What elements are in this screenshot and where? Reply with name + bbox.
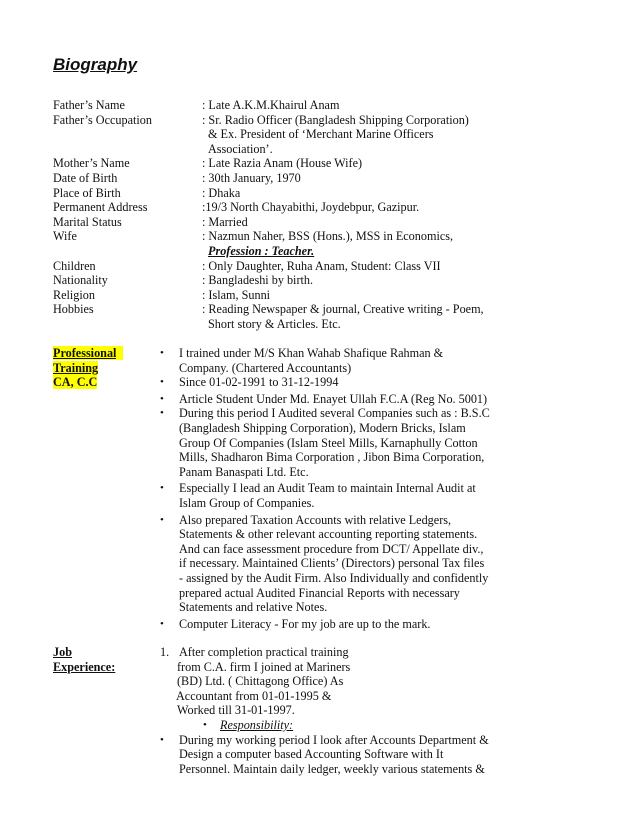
list-item-line: After completion practical training (179, 645, 349, 659)
list-item-line: Also prepared Taxation Accounts with relative Ledgers, (179, 512, 452, 527)
list-item-line: from C.A. firm I joined at Mariners (177, 659, 351, 674)
list-item-line: Panam Banaspati Ltd. Etc. (179, 464, 309, 479)
biography-section (53, 98, 613, 332)
label-training: Training (53, 360, 99, 375)
bio-row-nationality (53, 273, 613, 288)
list-item (160, 645, 520, 660)
bio-label: Father’s Name (53, 98, 125, 112)
bio-value: : 30th January, 1970 (202, 170, 301, 185)
bio-row-permanent-address (53, 200, 613, 215)
list-number: 1. (160, 645, 170, 659)
bio-label: Wife (53, 229, 77, 244)
bio-value: : Sr. Radio Officer (Bangladesh Shipping Corporation) (202, 112, 469, 127)
list-item-line: if necessary. Maintained Clients’ (Directors) personal Tax files (179, 556, 485, 571)
list-item-line: Since 01-02-1991 to 31-12-1994 (179, 375, 339, 390)
bullet-icon: • (160, 376, 164, 389)
list-item-line: Worked till 31-01-1997. (177, 703, 295, 718)
bio-value-continued: Association’. (208, 141, 273, 156)
bio-value: : Islam, Sunni (202, 287, 271, 302)
bullet-icon: • (203, 718, 207, 731)
list-item-line: I trained under M/S Khan Wahab Shafique Rahman & (179, 346, 444, 360)
list-item (160, 617, 520, 632)
bullet-icon: • (160, 482, 164, 495)
bio-value: : Married (202, 214, 248, 229)
wife-profession: Profession : Teacher. (208, 243, 315, 258)
bio-value-continued: Short story & Articles. Etc. (208, 316, 341, 331)
list-item-line: Accountant from 01-01-1995 & (176, 688, 332, 703)
bio-value: : Late Razia Anam (House Wife) (202, 156, 363, 171)
responsibility-item (160, 718, 520, 733)
list-item-line: (BD) Ltd. ( Chittagong Office) As (177, 674, 344, 689)
bio-row-children (53, 259, 613, 274)
label-professional: Professional (53, 346, 117, 360)
professional-bullet-list (160, 346, 520, 631)
list-item (160, 375, 520, 390)
bio-value: : Late A.K.M.Khairul Anam (202, 98, 340, 112)
list-item-line: And can face assessment procedure from DCT/ Appellate div., (179, 541, 484, 556)
list-item-line: During this period I Audited several Companies such as : B.S.C (179, 406, 490, 421)
bio-value: : Reading Newspaper & journal, Creative writing - Poem, (202, 302, 484, 317)
bio-value: : Dhaka (202, 185, 241, 200)
bio-row-place-of-birth (53, 186, 613, 201)
list-item (160, 481, 520, 510)
list-item (160, 346, 520, 375)
bio-value: :19/3 North Chayabithi, Joydebpur, Gazipur. (202, 200, 420, 215)
bullet-icon: • (160, 733, 164, 746)
label-experience: Experience: (53, 659, 116, 674)
page-title: Biography (53, 55, 138, 74)
bio-label: Nationality (53, 273, 108, 288)
list-item-line: Group Of Companies (Islam Steel Mills, Karnaphully Cotton (179, 435, 478, 450)
bio-row-date-of-birth (53, 171, 613, 186)
list-item-line: Computer Literacy - For my job are up to the mark. (179, 616, 431, 631)
bullet-icon: • (160, 513, 164, 526)
bio-value: : Only Daughter, Ruha Anam, Student: Class VII (202, 258, 441, 273)
list-item-line: Statements and relative Notes. (179, 600, 328, 615)
list-item-line: During my working period I look after Accounts Department & (179, 732, 489, 747)
bio-label: Date of Birth (53, 170, 118, 185)
list-item-line: Company. (Chartered Accountants) (179, 360, 352, 375)
list-item (160, 513, 520, 615)
bio-row-marital-status (53, 215, 613, 230)
list-item-line: (Bangladesh Shipping Corporation), Modern Bricks, Islam (179, 420, 466, 435)
bio-row-fathers-name (53, 98, 613, 113)
list-item-line: Islam Group of Companies. (179, 495, 315, 510)
bio-label: Father’s Occupation (53, 112, 152, 127)
bio-label: Permanent Address (53, 200, 148, 215)
job-experience-label (53, 645, 115, 674)
bio-label: Hobbies (53, 302, 94, 317)
bio-row-wife (53, 229, 613, 258)
bullet-icon: • (160, 407, 164, 420)
list-item-line: Mills, Shadharon Bima Corporation , Jibon Bima Corporation, (179, 450, 485, 465)
list-item (160, 733, 520, 777)
job-experience-list (160, 645, 520, 776)
list-item-line: Article Student Under Md. Enayet Ullah F.C.A (Reg No. 5001) (179, 391, 488, 406)
bio-label: Religion (53, 287, 95, 302)
list-item-line: Personnel. Maintain daily ledger, weekly various statements & (179, 761, 485, 776)
bio-label: Place of Birth (53, 185, 121, 200)
list-item (160, 392, 520, 407)
list-item-line: Statements & other relevant accounting reporting statements. (179, 527, 478, 542)
bullet-icon: • (160, 392, 164, 405)
bio-label: Mother’s Name (53, 156, 130, 171)
bio-value: : Bangladeshi by birth. (202, 273, 314, 288)
bio-row-mothers-name (53, 156, 613, 171)
responsibility-heading: Responsibility: (220, 717, 294, 732)
list-item-line: - assigned by the Audit Firm. Also Individually and confidently (179, 570, 489, 585)
bio-row-religion (53, 288, 613, 303)
bio-row-fathers-occupation (53, 113, 613, 157)
bio-label: Marital Status (53, 214, 122, 229)
bullet-icon: • (160, 617, 164, 630)
list-item-line: Design a computer based Accounting Software with It (179, 747, 444, 762)
list-item-line: Especially I lead an Audit Team to maintain Internal Audit at (179, 481, 476, 496)
list-item-line: prepared actual Audited Financial Reports with necessary (179, 585, 460, 600)
bio-value: : Nazmun Naher, BSS (Hons.), MSS in Economics, (202, 229, 454, 244)
bio-value-continued: & Ex. President of ‘Merchant Marine Officers (208, 127, 434, 142)
professional-training-label (53, 346, 123, 390)
label-job: Job (53, 645, 72, 659)
list-item (160, 406, 520, 479)
bio-label: Children (53, 258, 96, 273)
bullet-icon: • (160, 347, 164, 359)
label-ca-cc: CA, C.C (53, 375, 98, 390)
bio-row-hobbies (53, 302, 613, 331)
